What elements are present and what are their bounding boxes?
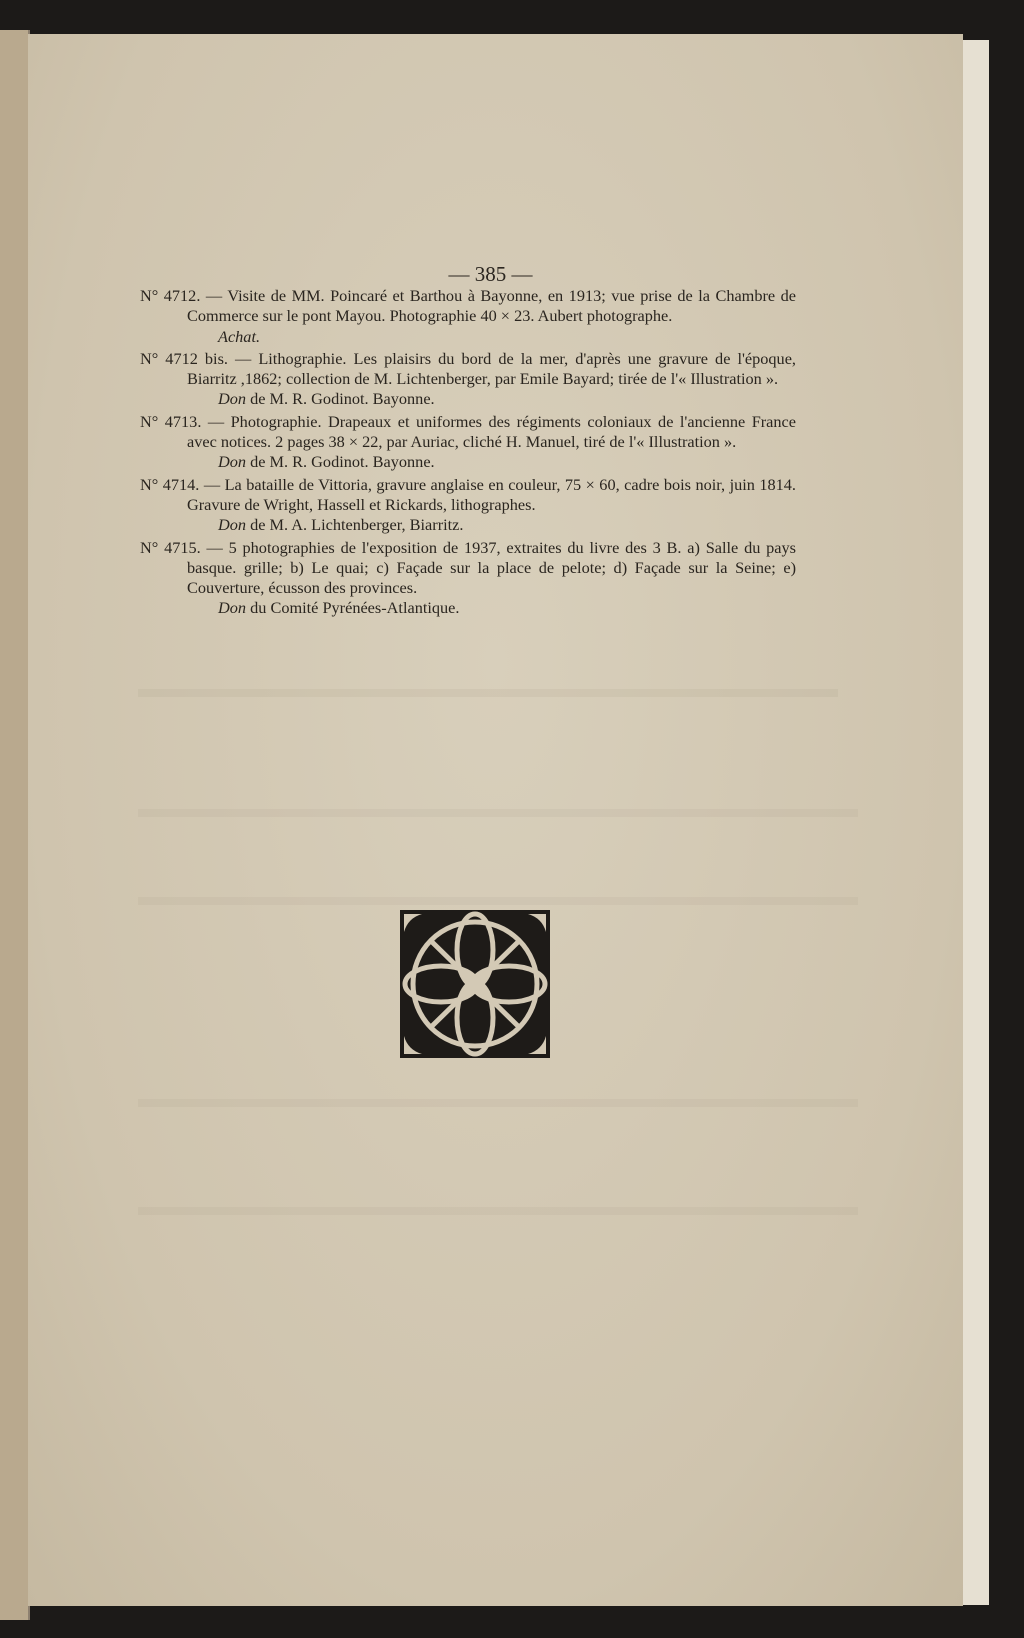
credit-donor: de M. A. Lichtenberger, Biarritz. <box>246 515 464 535</box>
catalogue-entry <box>140 475 796 536</box>
quatrefoil-ornament-icon <box>400 910 550 1058</box>
page-number: — 385 — <box>448 262 533 286</box>
credit-label: Don <box>218 598 247 618</box>
credit-donor: de M. R. Godinot. Bayonne. <box>246 452 435 472</box>
entry-credit <box>140 598 796 618</box>
catalogue-entry <box>140 538 796 619</box>
credit-donor: de M. R. Godinot. Bayonne. <box>246 389 435 409</box>
entry-text: N° 4712. — Visite de MM. Poincaré et Barthou à Bayonne, en 1913; vue prise de la Chambre de Commerce sur le pont Mayou. Photographie 40 × 23. Aubert photographe. <box>140 286 796 326</box>
credit-label: Don <box>218 389 247 409</box>
catalogue-entry <box>140 349 796 410</box>
catalogue-entry <box>140 286 796 347</box>
credit-label: Don <box>218 515 247 535</box>
entry-credit <box>140 515 796 535</box>
credit-label: Achat. <box>218 326 261 346</box>
entry-text: N° 4714. — La bataille de Vittoria, gravure anglaise en couleur, 75 × 60, cadre bois noir, juin 1814. Gravure de Wright, Hassell et Rickards, lithographes. <box>140 474 796 514</box>
credit-donor: du Comité Pyrénées-Atlantique. <box>246 598 460 618</box>
catalogue-entry <box>140 412 796 473</box>
document-page <box>28 34 963 1606</box>
entry-credit <box>140 389 796 409</box>
entry-credit <box>140 327 796 347</box>
entry-text: N° 4715. — 5 photographies de l'exposition de 1937, extraites du livre des 3 B. a) Salle du pays basque. grille; b) Le quai; c) Façade sur la place de pelote; d) Façade sur la Seine; e) Couverture, écusson des provinces. <box>140 537 796 598</box>
entry-text: N° 4713. — Photographie. Drapeaux et uniformes des régiments coloniaux de l'ancienne France avec notices. 2 pages 38 × 22, par Auriac, cliché H. Manuel, tiré de l'« Illustration ». <box>140 411 796 452</box>
right-page-edge <box>960 40 989 1605</box>
credit-label: Don <box>218 452 247 472</box>
entry-credit <box>140 452 796 472</box>
catalogue-entries <box>140 286 796 621</box>
entry-text: N° 4712 bis. — Lithographie. Les plaisirs du bord de la mer, d'après une gravure de l'époque, Biarritz ,1862; collection de M. Lichtenberger, par Emile Bayard; tirée de l'« Illustration ». <box>140 348 796 389</box>
